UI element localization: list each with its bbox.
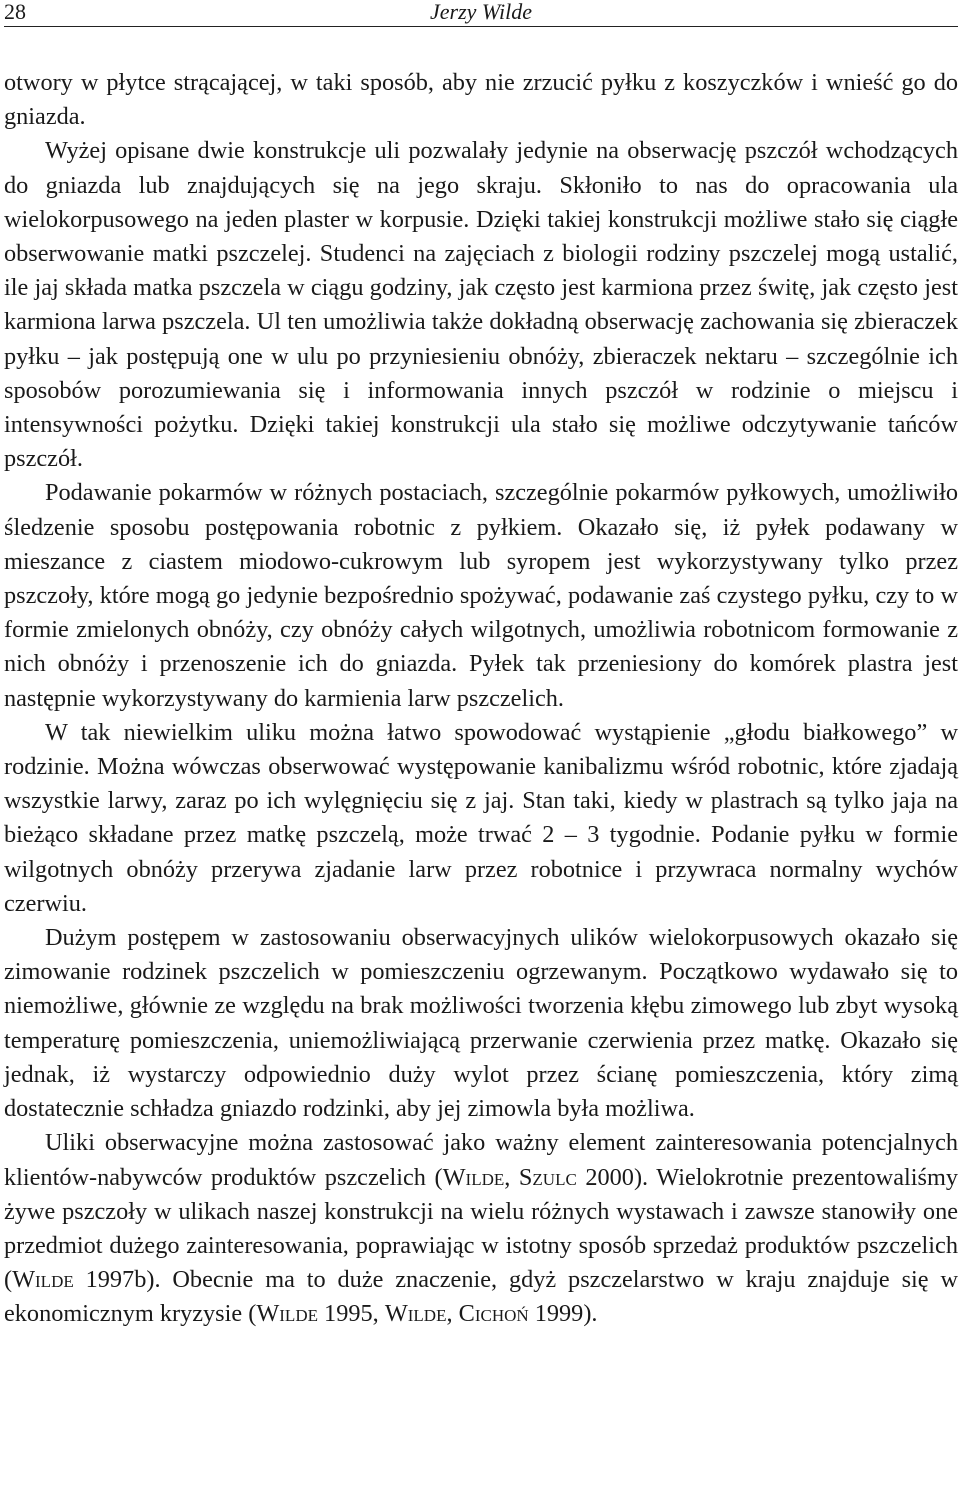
paragraph <box>4 134 958 476</box>
paragraph-text: 1997b). Obecnie ma to duże znaczenie, gdyż pszczelarstwo w kraju znajduje się w ekonomicznym kryzysie ( <box>4 1266 958 1328</box>
citation-author: Szulc <box>518 1163 577 1191</box>
paragraph <box>4 921 958 1126</box>
citation-author: Cichoń <box>458 1300 529 1328</box>
citation-author: Wilde <box>12 1266 74 1294</box>
document-page <box>4 0 958 1332</box>
paragraph-text: 1995, <box>317 1300 385 1328</box>
paragraph-text: W tak niewielkim uliku można łatwo spowodować wystąpienie „głodu białkowego” w rodzinie. Można wówczas obserwować występowanie kanibalizmu wśród robotnic, które zjadają wszystkie larwy, zaraz po ich wylęgnięciu się z jaj. Stan taki, kiedy w plastrach są tylko jaja na bieżąco składane przez matkę pszczelą, może trwać 2 – 3 tygodnie. Podanie pyłku w formie wilgotnych obnóży przerywa zjadanie larw przez robotnice i przywraca normalny wychów czerwiu. <box>4 718 958 917</box>
paragraph-text: Dużym postępem w zastosowaniu obserwacyjnych ulików wielokorpusowych okazało się zimowanie rodzinek pszczelich w pomieszczeniu ogrzewanym. Początkowo wydawało się to niemożliwe, głównie ze względu na brak możliwości tworzenia kłębu zimowego lub zbyt wysoką temperaturę pomieszczenia, uniemożliwiającą przerwanie czerwienia przez matkę. Okazało się jednak, iż wystarczy odpowiednio duży wylot przez ścianę pomieszczenia, który zimą dostatecznie schładza gniazdo rodzinki, aby jej zimowla była możliwa. <box>4 924 958 1123</box>
paragraph-text: Wyżej opisane dwie konstrukcje uli pozwalały jedynie na obserwację pszczół wchodzących do gniazda lub znajdujących się na jego skraju. Skłoniło to nas do opracowania ula wielokorpusowego na jeden plaster w korpusie. Dzięki takiej konstrukcji możliwe stało się ciągłe obserwowanie matki pszczelej. Studenci na zajęciach z biologii rodziny pszczelej mogą ustalić, ile jaj składa matka pszczela w ciągu godziny, jak często jest karmiona przez świtę, jak często jest karmiona larwa pszczela. Ul ten umożliwia także dokładną obserwację zachowania się zbieraczek pyłku – jak postępują one w ulu po przyniesieniu obnóży, zbieraczek nektaru – szczególnie ich sposobów porozumiewania się i informowania innych pszczół w rodzinie o miejscu i intensywności pożytku. Dzięki takiej konstrukcji ula stało się możliwe odczytywanie tańców pszczół. <box>4 137 958 473</box>
running-header <box>4 0 958 27</box>
citation-author: Wilde <box>256 1300 318 1328</box>
citation-author: Wilde <box>442 1163 505 1191</box>
paragraph <box>4 476 958 715</box>
paragraph <box>4 66 958 134</box>
paragraph <box>4 1126 958 1331</box>
paragraph-text: otwory w płytce strącającej, w taki sposób, aby nie zrzucić pyłku z koszyczków i wnieść go do gniazda. <box>4 69 958 131</box>
running-title: Jerzy Wilde <box>429 0 533 24</box>
paragraph-text: 2000). Wielokrotnie prezentowaliśmy żywe pszczoły w ulikach naszej konstrukcji na wielu różnych wystawach i zawsze stanowiły one przedmiot dużego zainteresowania, poprawiając w istotny sposób sprzedaż produktów pszczelich ( <box>4 1163 958 1294</box>
page-number: 28 <box>4 0 26 24</box>
paragraph-text: 1999). <box>528 1300 598 1328</box>
body-text <box>4 66 958 1332</box>
paragraph-text: Uliki obserwacyjne można zastosować jako ważny element zainteresowania potencjalnych klientów-nabywców produktów pszczelich ( <box>4 1129 958 1191</box>
paragraph-text: , <box>504 1163 519 1191</box>
citation-author: Wilde <box>384 1300 447 1328</box>
paragraph-text: , <box>446 1300 459 1328</box>
paragraph-text: Podawanie pokarmów w różnych postaciach, szczególnie pokarmów pyłkowych, umożliwiło śledzenie sposobu postępowania robotnic z pyłkiem. Okazało się, iż pyłek podawany w mieszance z ciastem miodowo-cukrowym lub syropem jest wykorzystywany tylko przez pszczoły, które mogą go jedynie bezpośrednio spożywać, podawanie zaś czystego pyłku, czy to w formie zmielonych obnóży, czy obnóży całych wilgotnych, umożliwia robotnicom formowanie z nich obnóży i przenoszenie ich do gniazda. Pyłek tak przeniesiony do komórek plastra jest następnie wykorzystywany do karmienia larw pszczelich. <box>4 479 958 712</box>
paragraph <box>4 716 958 921</box>
